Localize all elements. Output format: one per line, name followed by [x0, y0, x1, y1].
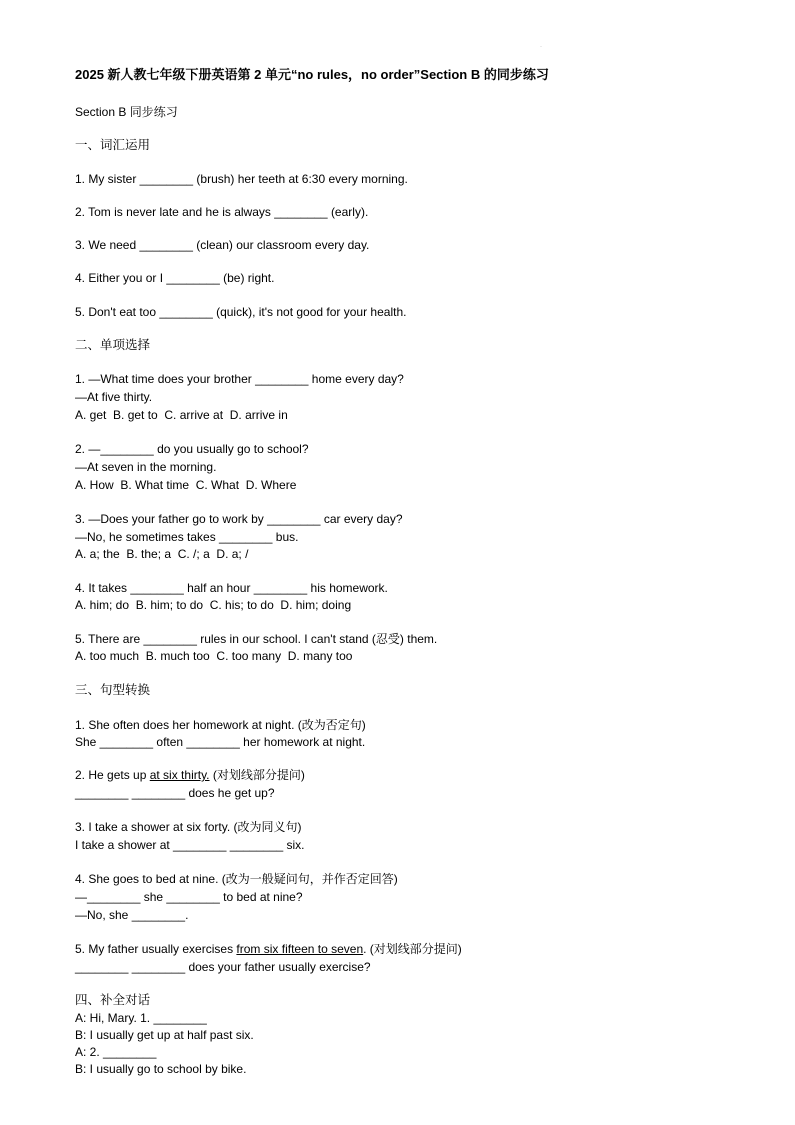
- st-q1-prompt: 1. She often does her homework at night. (改为否定句): [75, 718, 366, 732]
- st-q4-answer: —No, she ________.: [75, 908, 189, 922]
- st-q5-instruction: . (对划线部分提问): [363, 942, 462, 956]
- vocab-q1: 1. My sister ________ (brush) her teeth at 6:30 every morning.: [75, 172, 408, 186]
- mc-q4-options: A. him; do B. him; to do C. his; to do D. him; doing: [75, 598, 352, 612]
- st-q4-question: —________ she ________ to bed at nine?: [75, 890, 303, 904]
- mc-q1-question: 1. —What time does your brother ________ home every day?: [75, 372, 404, 386]
- heading-dialogue: 四、补全对话: [75, 992, 151, 1007]
- mc-q3-question: 3. —Does your father go to work by ________ car every day?: [75, 512, 403, 526]
- st-q2-instruction: (对划线部分提问): [209, 768, 305, 782]
- dialogue-line-1: A: Hi, Mary. 1. ________: [75, 1011, 207, 1025]
- section-subtitle: Section B 同步练习: [75, 105, 178, 119]
- vocab-q5: 5. Don't eat too ________ (quick), it's not good for your health.: [75, 305, 407, 319]
- st-q2-prefix: 2. He gets up: [75, 768, 150, 782]
- mc-q1-answer: —At five thirty.: [75, 390, 153, 404]
- st-q3-prompt: 3. I take a shower at six forty. (改为同义句): [75, 820, 302, 834]
- st-q5-blank: ________ ________ does your father usually exercise?: [75, 960, 371, 974]
- mc-q5-options: A. too much B. much too C. too many D. many too: [75, 649, 353, 663]
- st-q1-blank: She ________ often ________ her homework at night.: [75, 735, 366, 749]
- st-q2-blank: ________ ________ does he get up?: [75, 786, 275, 800]
- mc-q2-answer: —At seven in the morning.: [75, 460, 217, 474]
- heading-vocabulary: 一、词汇运用: [75, 137, 151, 152]
- mc-q3-answer: —No, he sometimes takes ________ bus.: [75, 530, 299, 544]
- dialogue-line-4: B: I usually go to school by bike.: [75, 1062, 247, 1076]
- document-title: 2025 新人教七年级下册英语第 2 单元“no rules，no order”Section B 的同步练习: [75, 67, 549, 82]
- st-q4-prompt: 4. She goes to bed at nine. (改为一般疑问句，并作否定回答): [75, 872, 398, 886]
- vocab-q4: 4. Either you or I ________ (be) right.: [75, 271, 275, 285]
- vocab-q2: 2. Tom is never late and he is always ________ (early).: [75, 205, 369, 219]
- st-q5-underlined: from six fifteen to seven: [236, 942, 364, 956]
- corner-mark: ·: [540, 44, 542, 50]
- dialogue-line-3: A: 2. ________: [75, 1045, 157, 1059]
- st-q2-underlined: at six thirty.: [149, 768, 210, 782]
- heading-multiple-choice: 二、单项选择: [75, 337, 151, 352]
- mc-q4-question: 4. It takes ________ half an hour ________ his homework.: [75, 581, 388, 595]
- st-q5-prefix: 5. My father usually exercises: [75, 942, 237, 956]
- mc-q2-question: 2. —________ do you usually go to school?: [75, 442, 309, 456]
- heading-sentence-transform: 三、句型转换: [75, 682, 151, 697]
- st-q3-blank: I take a shower at ________ ________ six.: [75, 838, 305, 852]
- dialogue-line-2: B: I usually get up at half past six.: [75, 1028, 254, 1042]
- mc-q2-options: A. How B. What time C. What D. Where: [75, 478, 297, 492]
- st-q2-prompt: [75, 767, 305, 783]
- vocab-q3: 3. We need ________ (clean) our classroom every day.: [75, 238, 370, 252]
- mc-q5-question: 5. There are ________ rules in our school. I can't stand (忍受) them.: [75, 632, 438, 646]
- st-q5-prompt: [75, 941, 462, 957]
- mc-q1-options: A. get B. get to C. arrive at D. arrive in: [75, 408, 288, 422]
- mc-q3-options: A. a; the B. the; a C. /; a D. a; /: [75, 547, 249, 561]
